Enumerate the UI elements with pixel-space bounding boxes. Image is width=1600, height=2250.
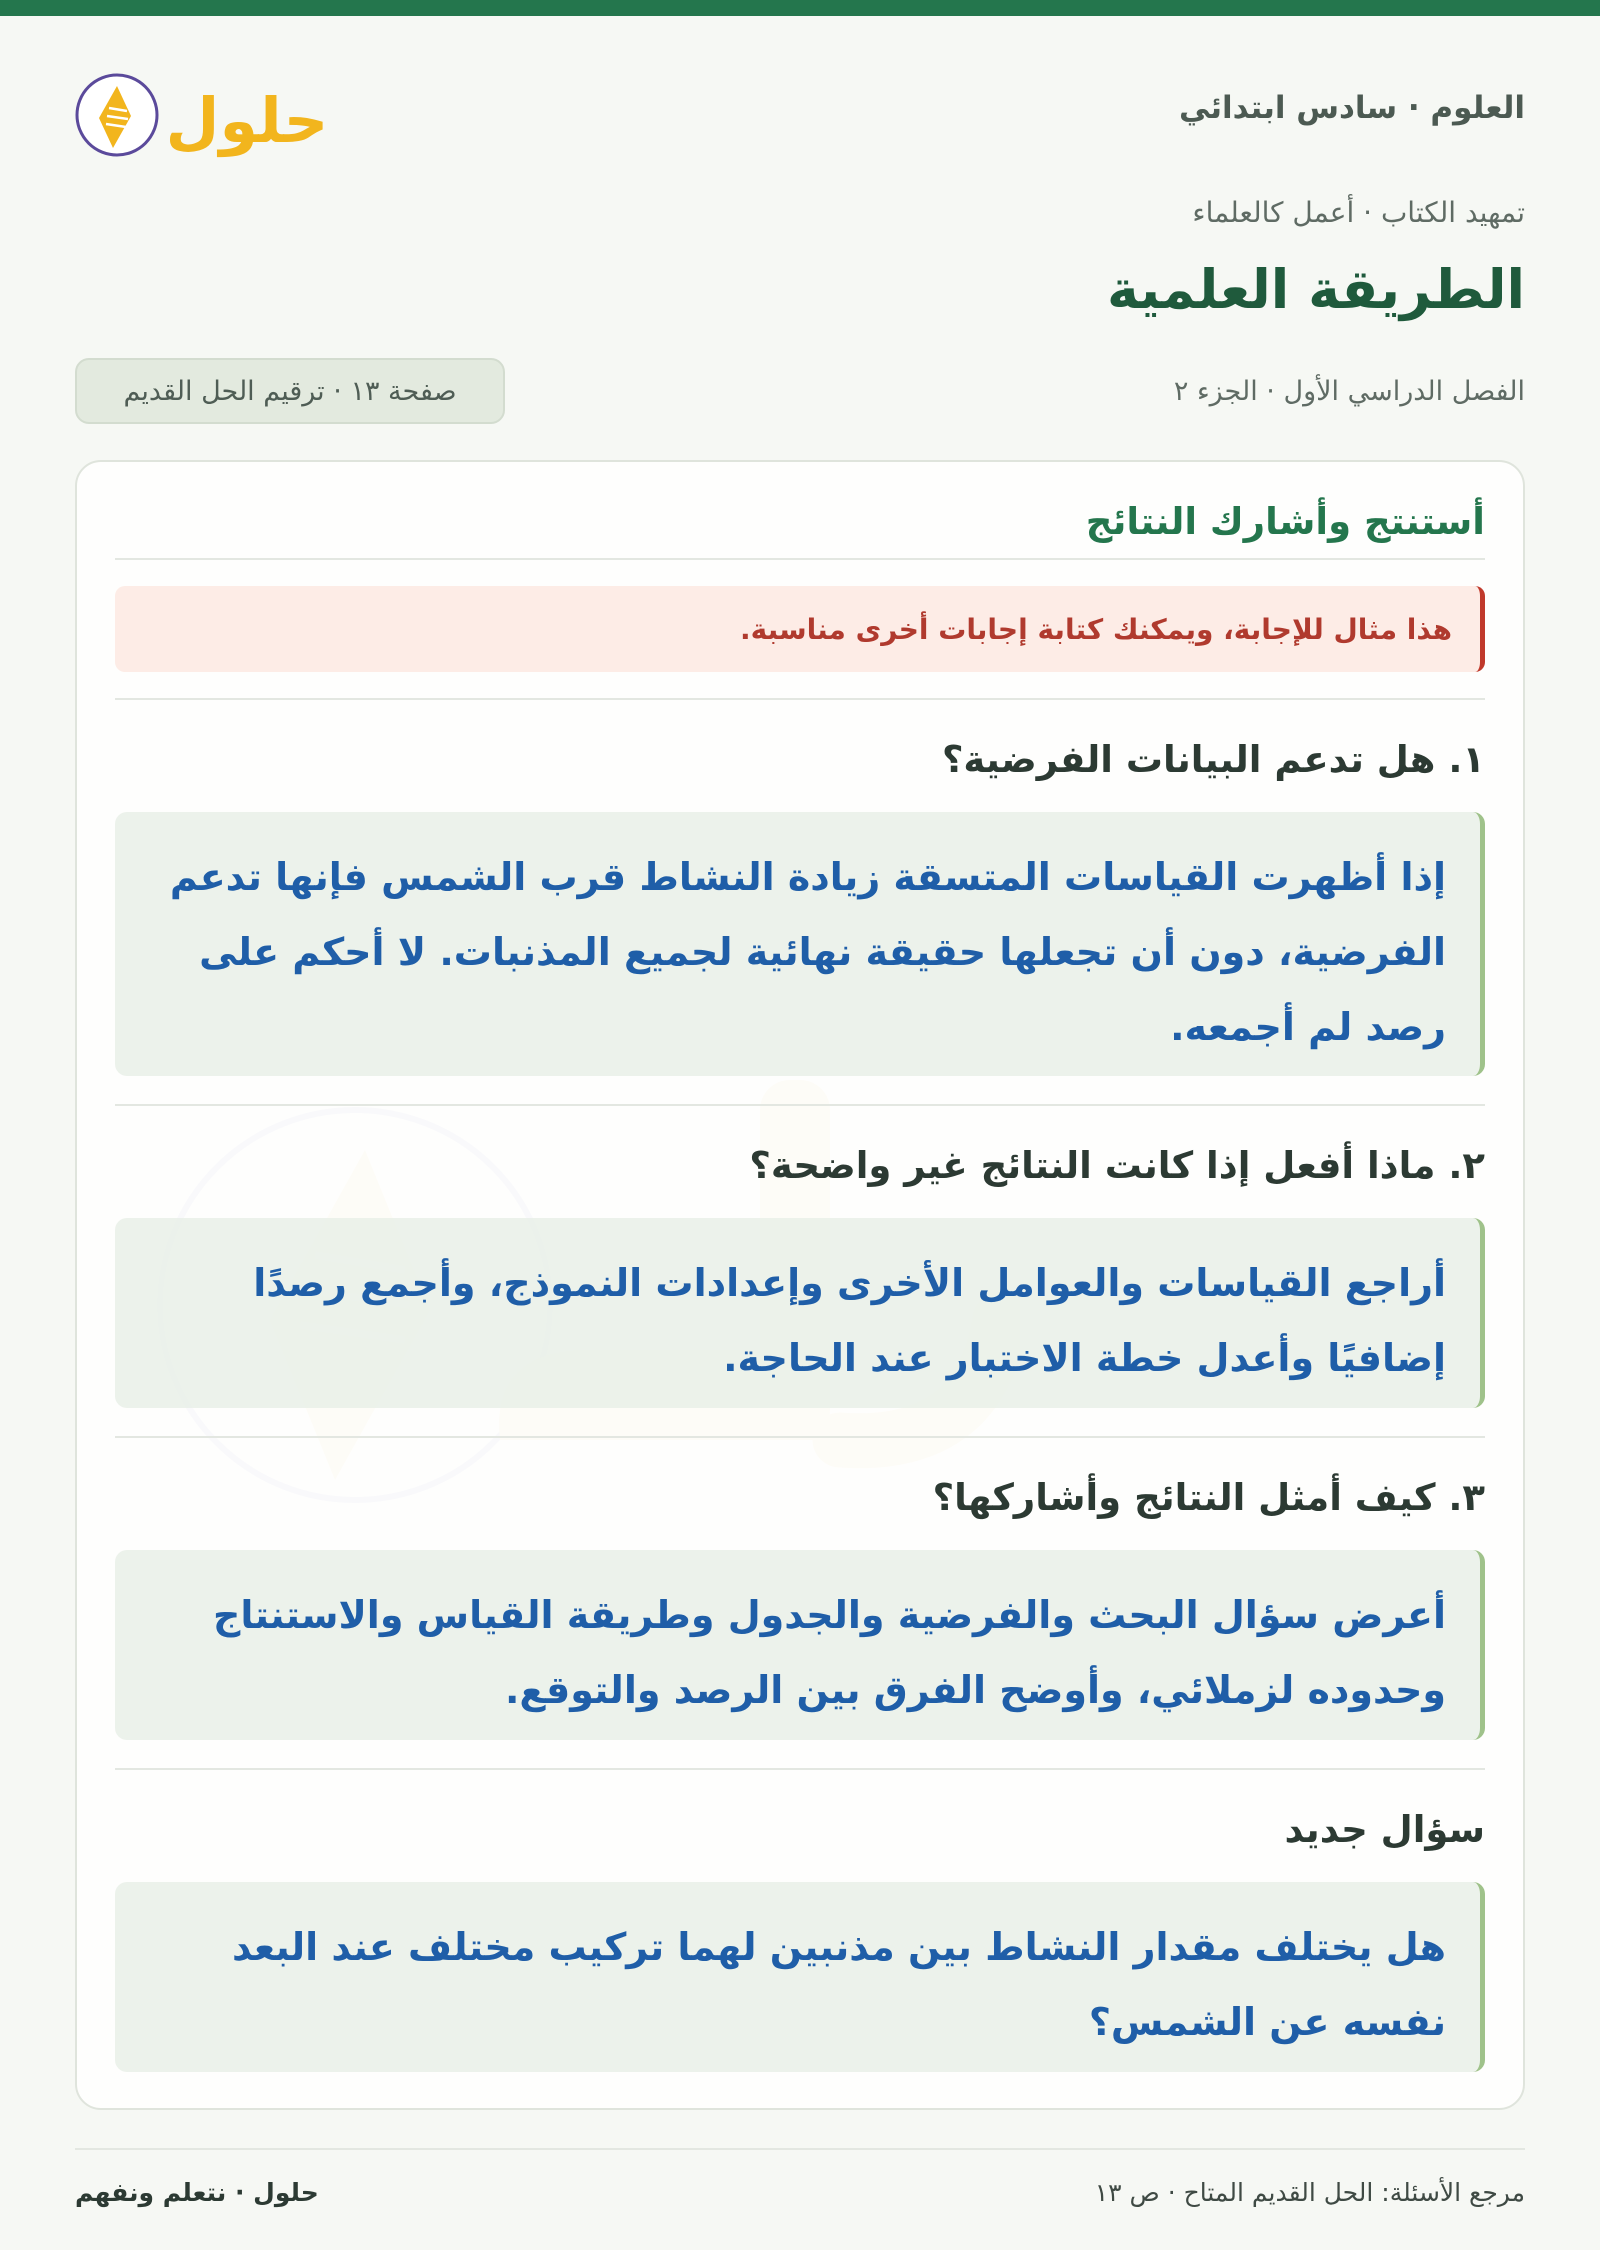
divider — [115, 698, 1485, 700]
footer-reference: مرجع الأسئلة: الحل القديم المتاح · ص ١٣ — [1094, 2178, 1525, 2207]
breadcrumb: تمهيد الكتاب · أعمل كالعلماء — [1192, 196, 1525, 229]
page-number-badge: صفحة ١٣ · ترقيم الحل القديم — [75, 358, 505, 424]
example-answer-note: هذا مثال للإجابة، ويمكنك كتابة إجابات أخرى مناسبة. — [115, 586, 1485, 672]
question-2: ٢. ماذا أفعل إذا كانت النتائج غير واضحة؟ — [749, 1144, 1485, 1187]
divider — [115, 1768, 1485, 1770]
svg-text:حلول: حلول — [165, 84, 329, 157]
footer-divider — [75, 2148, 1525, 2150]
page-header — [75, 60, 1525, 170]
term-label: الفصل الدراسي الأول · الجزء ٢ — [1173, 376, 1525, 407]
question-1: ١. هل تدعم البيانات الفرضية؟ — [941, 738, 1485, 781]
divider — [115, 1104, 1485, 1106]
divider — [115, 1436, 1485, 1438]
question-3: ٣. كيف أمثل النتائج وأشاركها؟ — [932, 1476, 1485, 1519]
subject-label: العلوم · سادس ابتدائي — [1179, 90, 1525, 126]
hulul-logo[interactable] — [75, 60, 335, 170]
page-title: الطريقة العلمية — [1107, 258, 1525, 321]
answers-card — [75, 460, 1525, 2110]
new-question-text: هل يختلف مقدار النشاط بين مذنبين لهما تركيب مختلف عند البعد نفسه عن الشمس؟ — [115, 1882, 1485, 2072]
answer-2: أراجع القياسات والعوامل الأخرى وإعدادات النموذج، وأجمع رصدًا إضافيًا وأعدل خطة الاختبار عند الحاجة. — [115, 1218, 1485, 1408]
top-accent-bar — [0, 0, 1600, 16]
new-question-title: سؤال جديد — [1284, 1808, 1485, 1851]
answer-1: إذا أظهرت القياسات المتسقة زيادة النشاط قرب الشمس فإنها تدعم الفرضية، دون أن تجعلها حقيقة نهائية لجميع المذنبات. لا أحكم على رصد لم أجمعه. — [115, 812, 1485, 1076]
footer-brand: حلول · نتعلم ونفهم — [75, 2178, 319, 2207]
section-title: أستنتج وأشارك النتائج — [1085, 500, 1485, 543]
divider — [115, 558, 1485, 560]
answer-3: أعرض سؤال البحث والفرضية والجدول وطريقة القياس والاستنتاج وحدوده لزملائي، وأوضح الفرق بين الرصد والتوقع. — [115, 1550, 1485, 1740]
